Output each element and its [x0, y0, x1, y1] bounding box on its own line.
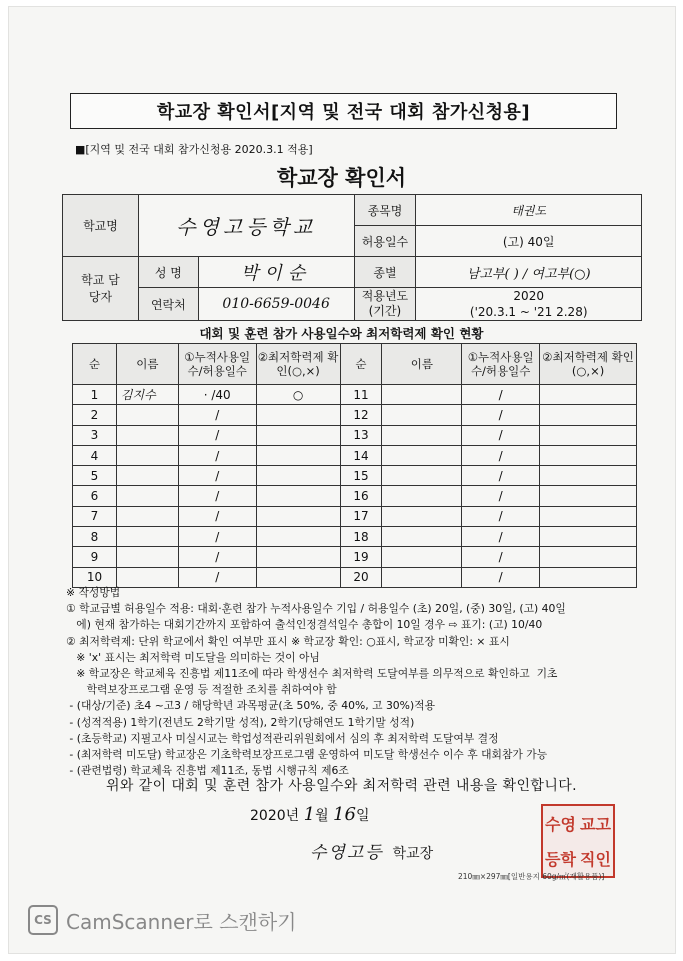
- principal-signature: [310, 838, 433, 863]
- row-number: 9: [73, 547, 117, 567]
- col-header-check: ②최저학력제 확인(○,×): [256, 344, 340, 385]
- row-days: /: [462, 506, 540, 526]
- row-number: 17: [340, 506, 382, 526]
- row-name: [116, 547, 178, 567]
- col-header-days: ①누적사용일수/허용일수: [462, 344, 540, 385]
- section-title: 대회 및 훈련 참가 사용일수와 최저학력제 확인 현황: [199, 326, 484, 341]
- row-check: [256, 445, 340, 465]
- row-check: [540, 425, 637, 445]
- row-name: [116, 466, 178, 486]
- row-days: /: [178, 527, 256, 547]
- note-line: - (관련법령) 학교체육 진흥법 제11조, 동법 시행규칙 제6조: [66, 764, 349, 778]
- row-days: /: [462, 527, 540, 547]
- year-label: 적용년도 (기간): [354, 288, 416, 321]
- row-number: 13: [340, 425, 382, 445]
- row-number: 3: [73, 425, 117, 445]
- note-line: ※ 'x' 표시는 최저학력 미도달을 의미하는 것이 아님: [66, 650, 320, 664]
- row-days: · /40: [178, 385, 256, 405]
- row-days: /: [462, 466, 540, 486]
- row-days: /: [178, 506, 256, 526]
- signature-school: 수영고등: [310, 843, 384, 863]
- seal-char: 교고: [580, 815, 611, 834]
- row-days: /: [462, 445, 540, 465]
- paper-spec: 210㎜×297㎜[일반용지 60g/㎡(재활용품)]: [458, 872, 605, 881]
- table-row: [73, 445, 637, 465]
- row-days: /: [178, 486, 256, 506]
- name-label: 성 명: [138, 257, 198, 288]
- row-name: [382, 405, 462, 425]
- row-name: [116, 425, 178, 445]
- row-name: [382, 547, 462, 567]
- col-header-name: 이름: [116, 344, 178, 385]
- info-table: [62, 194, 642, 321]
- row-number: 10: [73, 567, 117, 587]
- row-number: 2: [73, 405, 117, 425]
- row-number: 1: [73, 385, 117, 405]
- table-row: [73, 466, 637, 486]
- event-value: 태권도: [416, 195, 642, 226]
- row-number: 6: [73, 486, 117, 506]
- row-days: /: [462, 385, 540, 405]
- row-number: 8: [73, 527, 117, 547]
- row-number: 15: [340, 466, 382, 486]
- row-days: /: [178, 445, 256, 465]
- table-row: [73, 425, 637, 445]
- table-row: [73, 385, 637, 405]
- row-number: 11: [340, 385, 382, 405]
- issue-date: [250, 804, 369, 825]
- row-name: [382, 466, 462, 486]
- col-header-check: ②최저학력제 확인(○,×): [540, 344, 637, 385]
- document-banner: 학교장 확인서[지역 및 전국 대회 참가신청용]: [70, 93, 617, 129]
- seal-char: 직인: [580, 850, 611, 869]
- row-number: 18: [340, 527, 382, 547]
- name-value: 박이순: [198, 257, 354, 288]
- category-value: 남고부( ) / 여고부(○): [416, 257, 642, 288]
- table-row: [73, 506, 637, 526]
- row-check: [540, 385, 637, 405]
- row-number: 19: [340, 547, 382, 567]
- note-line: 에) 현재 참가하는 대회기간까지 포함하여 출석인정결석일수 총합이 10일 경우 ⇨ 표기: (고) 10/40: [66, 618, 543, 632]
- row-number: 16: [340, 486, 382, 506]
- period-value: ('20.3.1 ~ '21 2.28): [469, 305, 588, 319]
- col-header-no: 순: [340, 344, 382, 385]
- camscanner-watermark: [28, 905, 297, 935]
- category-label: 종별: [354, 257, 416, 288]
- event-label: 종목명: [354, 195, 416, 226]
- table-row: [73, 405, 637, 425]
- row-check: [540, 506, 637, 526]
- row-check: [540, 527, 637, 547]
- note-line: ② 최저학력제: 단위 학교에서 확인 여부만 표시 ※ 학교장 확인: ○표시, 학교장 미확인: × 표시: [66, 634, 510, 648]
- note-line: ※ 학교장은 학교체육 진흥법 제11조에 따라 학생선수 최저학력 도달여부를 의무적으로 확인하고 기초: [66, 667, 558, 681]
- form-subnote: ■[지역 및 전국 대회 참가신청용 2020.3.1 적용]: [75, 143, 313, 156]
- row-check: [256, 466, 340, 486]
- col-header-no: 순: [73, 344, 117, 385]
- row-number: 20: [340, 567, 382, 587]
- camscanner-logo-icon: CS: [28, 905, 58, 935]
- row-name: [382, 425, 462, 445]
- confirm-statement: 위와 같이 대회 및 훈련 참가 사용일수와 최저학력 관련 내용을 확인합니다.: [105, 778, 578, 794]
- row-check: [256, 547, 340, 567]
- manager-label: 학교 담당자: [63, 257, 139, 321]
- contact-value: 010-6659-0046: [198, 288, 354, 321]
- table-row: [73, 527, 637, 547]
- seal-char: 수영: [545, 815, 576, 834]
- row-check: [256, 486, 340, 506]
- year-value: 2020: [513, 289, 544, 303]
- document-title: 학교장 확인서: [276, 166, 407, 190]
- row-number: 4: [73, 445, 117, 465]
- row-name: [116, 506, 178, 526]
- contact-label: 연락처: [138, 288, 198, 321]
- row-check: [540, 466, 637, 486]
- row-name: [382, 445, 462, 465]
- row-days: /: [178, 567, 256, 587]
- col-header-days: ①누적사용일수/허용일수: [178, 344, 256, 385]
- date-month-unit: 월: [315, 808, 329, 824]
- seal-char: 등학: [545, 850, 576, 869]
- note-line: - (초등학교) 지필고사 미실시교는 학업성적관리위원회에서 심의 후 최저학력 도달여부 결정: [66, 731, 499, 745]
- row-name: [382, 527, 462, 547]
- row-name: [116, 486, 178, 506]
- school-label: 학교명: [63, 195, 139, 257]
- table-row: [73, 547, 637, 567]
- row-check: [540, 547, 637, 567]
- school-value: 수영고등학교: [138, 195, 354, 257]
- note-line: ① 학교급별 허용일수 적용: 대회·훈련 참가 누적사용일수 기입 / 허용일수 (초) 20일, (중) 30일, (고) 40일: [66, 602, 566, 616]
- writing-instructions: [66, 585, 646, 779]
- row-days: /: [178, 466, 256, 486]
- row-number: 5: [73, 466, 117, 486]
- row-check: [256, 506, 340, 526]
- row-check: [540, 445, 637, 465]
- days-label: 허용일수: [354, 226, 416, 257]
- row-check: [540, 405, 637, 425]
- row-days: /: [462, 486, 540, 506]
- col-header-name: 이름: [382, 344, 462, 385]
- table-row: [73, 486, 637, 506]
- row-days: /: [178, 405, 256, 425]
- row-name: 김지수: [116, 385, 178, 405]
- year-cell: [416, 288, 642, 321]
- row-days: /: [178, 547, 256, 567]
- row-name: [382, 486, 462, 506]
- row-check: ○: [256, 385, 340, 405]
- note-line: 학력보장프로그램 운영 등 적절한 조치를 취하여야 함: [66, 683, 337, 697]
- watermark-text: CamScanner로 스캔하기: [66, 909, 297, 934]
- official-seal: [541, 804, 615, 878]
- row-check: [256, 527, 340, 547]
- row-name: [382, 385, 462, 405]
- row-days: /: [462, 547, 540, 567]
- row-name: [116, 445, 178, 465]
- note-line: - (최저학력 미도달) 학교장은 기초학력보장프로그램 운영하여 미도달 학생선수 이수 후 대회참가 가능: [66, 748, 548, 762]
- date-year: 2020년: [250, 808, 300, 824]
- days-value: (고) 40일: [416, 226, 642, 257]
- row-name: [382, 506, 462, 526]
- row-number: 7: [73, 506, 117, 526]
- row-days: /: [462, 405, 540, 425]
- row-number: 12: [340, 405, 382, 425]
- date-day: 16: [333, 804, 356, 825]
- row-name: [116, 527, 178, 547]
- row-check: [540, 486, 637, 506]
- row-check: [256, 405, 340, 425]
- row-days: /: [462, 567, 540, 587]
- note-line: - (대상/기준) 초4 ~고3 / 해당학년 과목평균(초 50%, 중 40%, 고 30%)적용: [66, 699, 436, 713]
- date-day-unit: 일: [355, 808, 370, 824]
- row-number: 14: [340, 445, 382, 465]
- status-table: [72, 343, 637, 588]
- note-line: - (성적적용) 1학기(전년도 2학기말 성적), 2학기(당해연도 1학기말 성적): [66, 715, 415, 729]
- row-days: /: [178, 425, 256, 445]
- row-days: /: [462, 425, 540, 445]
- date-month: 1: [303, 804, 316, 825]
- note-line: ※ 작성방법: [66, 586, 121, 599]
- row-name: [116, 405, 178, 425]
- signature-role: 학교장: [392, 846, 434, 862]
- row-check: [256, 425, 340, 445]
